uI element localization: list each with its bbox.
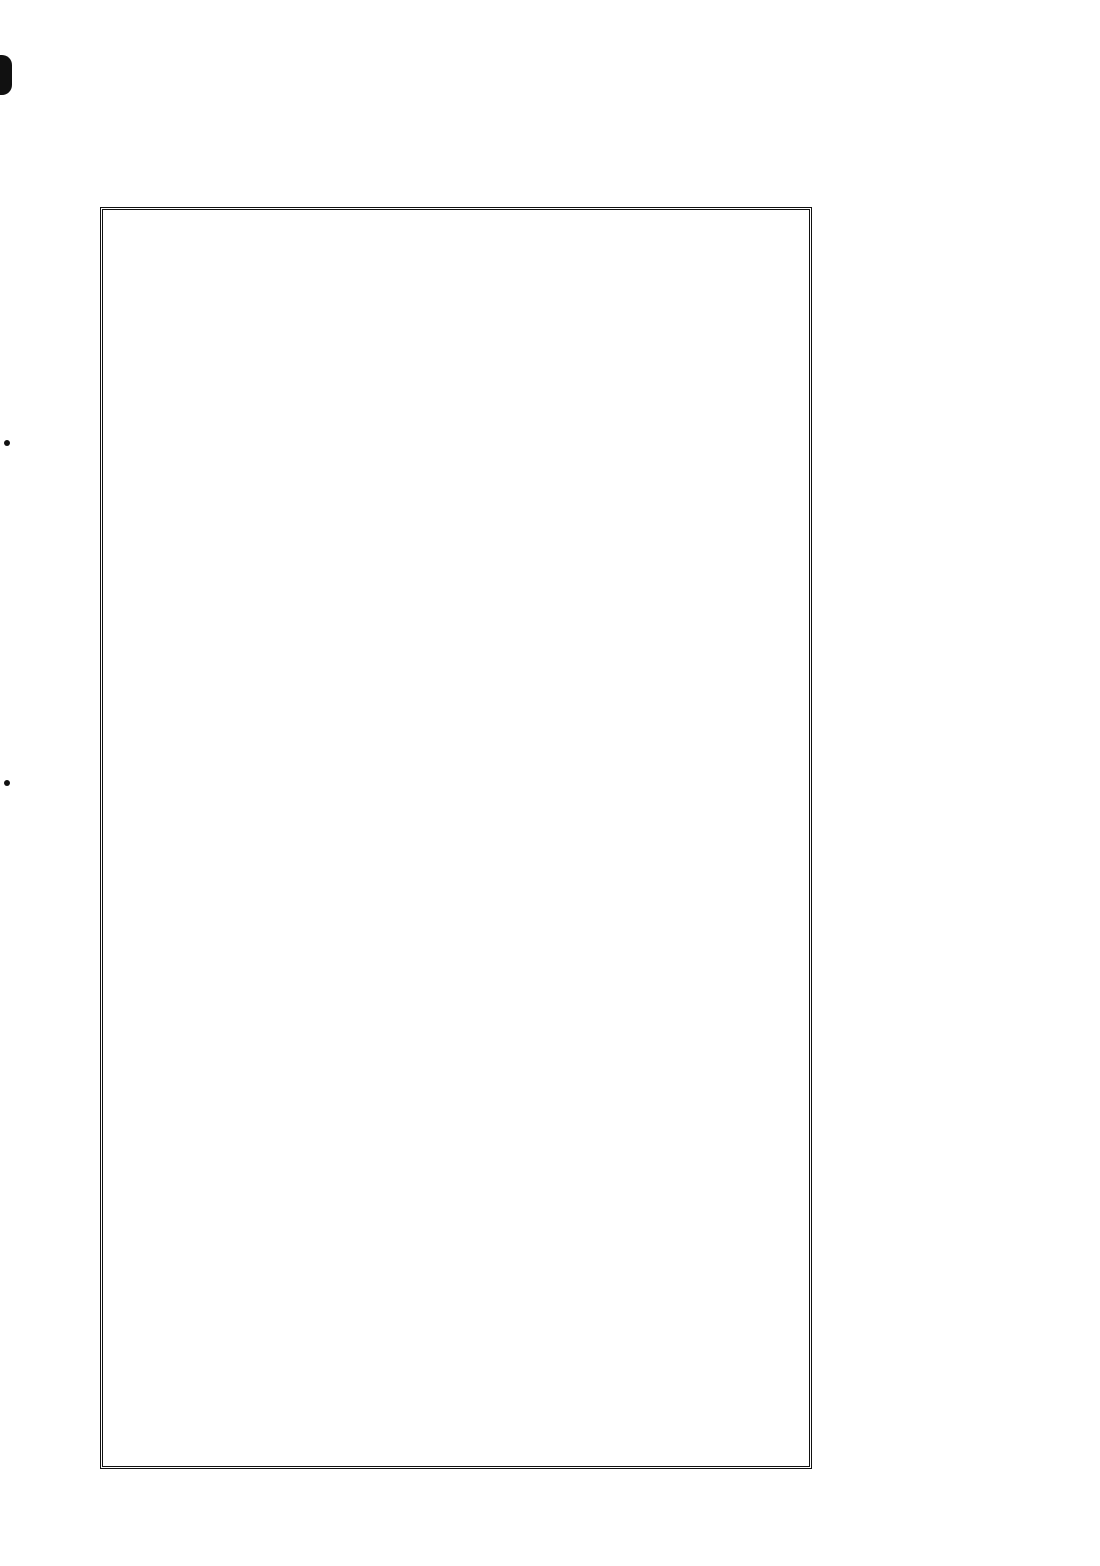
main-text-line	[121, 731, 791, 768]
binding-mark	[0, 55, 12, 95]
margin-text-line	[820, 1127, 1010, 1165]
margin-text-line	[820, 1394, 1010, 1432]
margin-text-line	[820, 1279, 1010, 1317]
main-text-line	[121, 804, 791, 841]
margin-text-line	[820, 936, 1010, 974]
main-text-line	[121, 366, 791, 403]
main-text-line	[121, 1169, 791, 1206]
binding-tick	[4, 440, 10, 446]
main-text-line	[121, 768, 791, 805]
margin-text-line	[820, 783, 1010, 821]
margin-text-line	[820, 401, 1010, 439]
margin-text-line	[820, 1203, 1010, 1241]
main-text-line	[121, 622, 791, 659]
main-text-line	[121, 841, 791, 878]
margin-text-line	[820, 630, 1010, 668]
margin-text-line	[820, 248, 1010, 286]
main-text-line	[121, 1096, 791, 1133]
main-text-line	[121, 1352, 791, 1389]
margin-text-line	[820, 363, 1010, 401]
margin-text-line	[820, 706, 1010, 744]
margin-text-line	[820, 210, 1010, 248]
main-text-line	[121, 950, 791, 987]
margin-text-line	[820, 821, 1010, 859]
main-text-line	[121, 220, 791, 257]
margin-text-line	[820, 516, 1010, 554]
header-line	[100, 120, 1010, 158]
margin-text-line	[820, 1012, 1010, 1050]
main-text-line	[121, 695, 791, 732]
main-text-line	[121, 914, 791, 951]
margin-text-line	[820, 859, 1010, 897]
main-text-line	[121, 257, 791, 294]
main-text-line	[121, 1206, 791, 1243]
page-header	[100, 120, 1010, 196]
main-text-line	[121, 1315, 791, 1352]
margin-commentary	[820, 210, 1010, 1472]
margin-text-line	[820, 325, 1010, 363]
main-text-box	[100, 207, 812, 1469]
margin-text-line	[820, 745, 1010, 783]
margin-text-line	[820, 974, 1010, 1012]
margin-text-line	[820, 1356, 1010, 1394]
margin-text-line	[820, 286, 1010, 324]
main-text-line	[121, 293, 791, 330]
main-text-line	[121, 1133, 791, 1170]
margin-text-line	[820, 592, 1010, 630]
main-text-line	[121, 403, 791, 440]
binding-tick	[4, 780, 10, 786]
margin-text-line	[820, 477, 1010, 515]
margin-text-line	[820, 668, 1010, 706]
main-text-line	[121, 476, 791, 513]
margin-text-line	[820, 897, 1010, 935]
main-text-line	[121, 1242, 791, 1279]
margin-text-line	[820, 439, 1010, 477]
margin-text-line	[820, 1432, 1010, 1470]
margin-text-line	[820, 1050, 1010, 1088]
main-text-line	[121, 1060, 791, 1097]
margin-text-line	[820, 554, 1010, 592]
main-text-line	[121, 439, 791, 476]
page-footer	[100, 1480, 1010, 1520]
main-text-line	[121, 330, 791, 367]
main-text-line	[121, 585, 791, 622]
margin-text-line	[820, 1165, 1010, 1203]
main-text-line	[121, 1023, 791, 1060]
main-text-line	[121, 987, 791, 1024]
main-text-line	[121, 1425, 791, 1462]
main-text-line	[121, 512, 791, 549]
main-text-line	[121, 1388, 791, 1425]
main-text-line	[121, 658, 791, 695]
main-text-line	[121, 1279, 791, 1316]
margin-text-line	[820, 1317, 1010, 1355]
margin-text-line	[820, 1088, 1010, 1126]
main-text-line	[121, 877, 791, 914]
margin-text-line	[820, 1241, 1010, 1279]
main-text-line	[121, 549, 791, 586]
running-header	[100, 158, 1010, 196]
